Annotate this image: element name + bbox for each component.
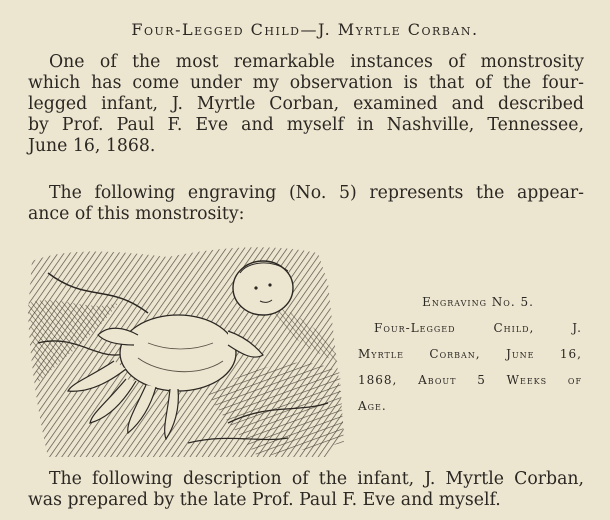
text-line: was prepared by the late Prof. Paul F. Eve and myself. [28,490,501,510]
text-line: which has come under my observation is that of the four- [28,73,584,93]
caption-line: Age. [358,399,387,413]
section-heading: Four-Legged Child—J. Myrtle Corban. [131,20,479,39]
text-line: June 16, 1868. [28,136,156,156]
text-line: The following description of the infant, J. Myrtle Corban, [49,469,584,489]
paragraph-intro [28,52,584,157]
text-line: by Prof. Paul F. Eve and myself in Nashville, Tennessee, [28,115,584,135]
text-line: One of the most remarkable instances of monstrosity [49,52,584,72]
text-line: ance of this monstrosity: [28,204,245,224]
paragraph-description [28,469,584,511]
text-line: legged infant, J. Myrtle Corban, examined and described [28,94,584,114]
paragraph-engraving-intro [28,183,584,225]
figure-caption [358,289,582,419]
text-line: The following engraving (No. 5) represents the appear- [49,183,584,203]
caption-line: Myrtle Corban, June 16, [358,347,582,361]
caption-line: Four-Legged Child, J. [374,321,582,335]
caption-line: Engraving No. 5. [422,295,534,309]
engraving-infant-icon [28,243,344,457]
caption-line: 1868, About 5 Weeks of [358,373,582,387]
